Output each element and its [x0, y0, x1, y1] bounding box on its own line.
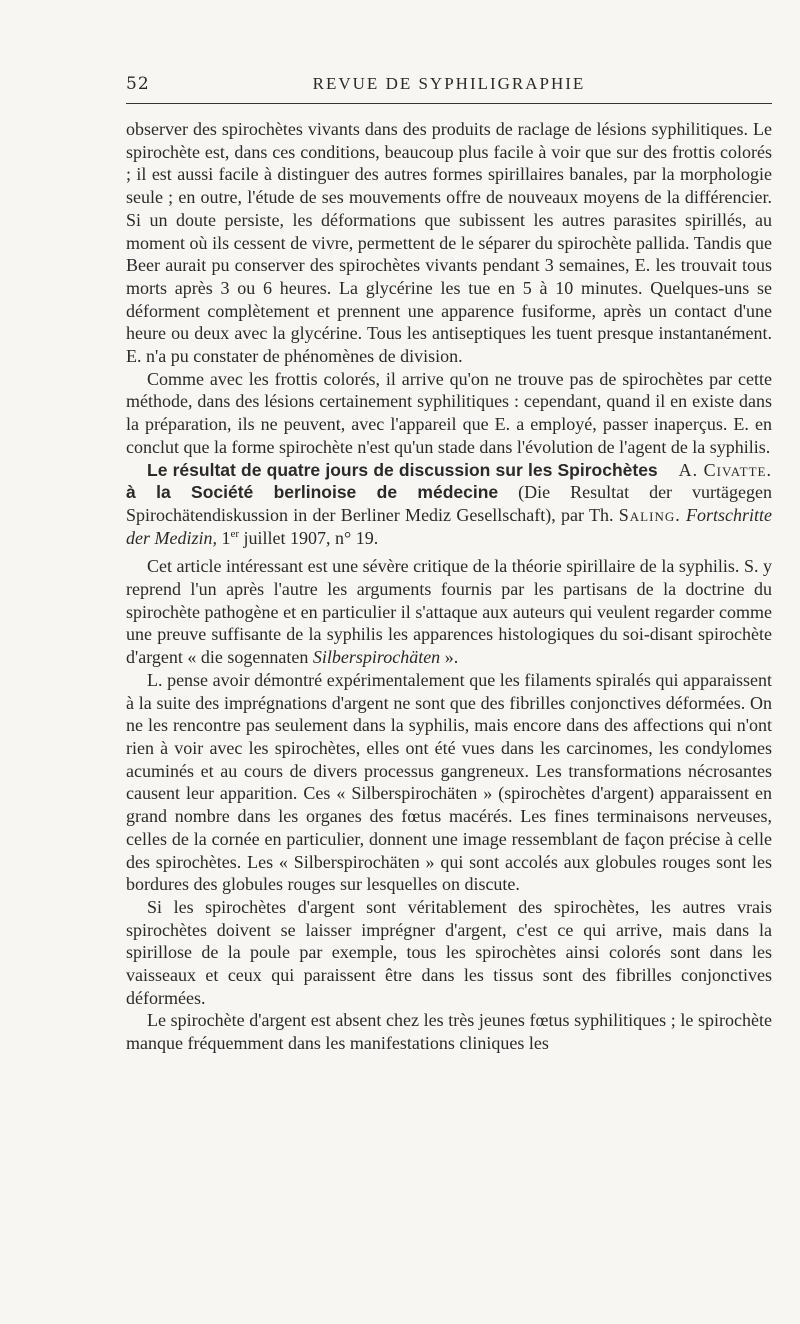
paragraph: L. pense avoir démontré expérimentalement que les filaments spiralés qui apparaissent à la suite des imprégnations d'argent ne sont que des fibrilles conjonctives déformées. On ne les rencontre pas seulement dans la syphilis, mais encore dans des affections qui n'ont rien à voir avec les spirochètes, elles ont été vues dans les carcinomes, les condylomes acuminés et au cours de divers processus gangreneux. Les transformations nécrosantes causent leur apparition. Ces « Silberspirochäten » (spirochètes d'argent) apparaissent en grand nombre dans les organes des fœtus macérés. Les fines terminaisons nerveuses, celles de la cornée en particulier, donnent une image ressemblant de façon précise à celle des spirochètes. Les « Silberspirochäten » qui sont accolés aux globules rouges sont les bordures des globules rouges sur lesquelles on discute. [126, 669, 772, 895]
article-title: Le résultat de quatre jours de discussion sur les Spirochètes à la Société berlinoise de médecine [126, 459, 658, 503]
signature: A. Civatte. [678, 459, 772, 480]
citation-day-suffix: er [230, 527, 240, 540]
page-number: 52 [126, 74, 150, 94]
paragraph: observer des spirochètes vivants dans des produits de raclage de lésions syphilitiques. Le spirochète est, dans ces conditions, beaucoup plus facile à voir que sur des frottis colorés ; il est aussi facile à distinguer des autres formes spirillaires banales, par la morphologie seule ; en outre, l'étude de ses mouvements offre de nouveaux moyens de la différencier. Si un doute persiste, les déformations que subissent les autres parasites spirillés, au moment où ils cessent de vivre, permettent de le séparer du spirochète pallida. Tandis que Beer aurait pu conserver des spirochètes vivants pendant 3 semaines, E. les trouvait tous morts après 3 ou 6 heures. La glycérine les tue en 5 à 10 minutes. Quelques-uns se déforment complètement et prennent une apparence fusiforme, après un contact d'une heure ou deux avec la glycérine. Tous les antiseptiques les tuent presque instantanément. E. n'a pu constater de phénomènes de division. [126, 119, 772, 367]
article-author: Saling. [618, 504, 681, 525]
citation-date: juillet 1907, n° 19. [239, 527, 379, 548]
article-subtitle: (Die Resultat der vurtägegen Spirochätendiskussion in der Berliner Mediz Gesellschaft), par Th. [126, 482, 772, 525]
page-header [126, 74, 772, 98]
running-title: REVUE DE SYPHILIGRAPHIE [312, 74, 586, 93]
header-rule [126, 103, 772, 104]
paragraph: Si les spirochètes d'argent sont véritablement des spirochètes, les autres vrais spirochètes doivent se laisser imprégner d'argent, c'est ce qui arrive, mais dans la spirillose de la poule par exemple, tous les spirochètes ainsi colorés sont dans les vaisseaux et ceux qui paraissent être dans les tissus sont des fibrilles conjonctives déformées. [126, 896, 772, 1008]
journal-name: Fortschritte der Medizin, [126, 504, 773, 548]
paragraph: Comme avec les frottis colorés, il arrive qu'on ne trouve pas de spirochètes par cette méthode, dans des lésions certainement syphilitiques : cependant, quand il en existe dans la préparation, ils ne peuvent, avec l'appareil que E. a employé, passer inaperçus. E. en conclut que la forme spirochète n'est qu'un stade dans l'évolution de l'agent de la syphilis. A. Civatte. [126, 368, 772, 480]
paragraph: Le spirochète d'argent est absent chez les très jeunes fœtus syphilitiques ; le spirochète manque fréquemment dans les manifestations cliniques les [126, 1010, 772, 1054]
italic-term: Silberspirochäten [312, 647, 441, 668]
paragraph: Cet article intéressant est une sévère critique de la théorie spirillaire de la syphilis. S. y reprend l'un après l'autre les arguments fournis par les partisans de la doctrine du spirochète pathogène et en particulier il s'attaque aux auteurs qui veulent regarder comme une preuve suffisante de la syphilis les apparences histologiques du soi-disant spirochète d'argent « die sogennaten Silberspirochäten ». [126, 556, 772, 668]
body-text [126, 118, 772, 1055]
citation-day: 1 [216, 527, 231, 548]
